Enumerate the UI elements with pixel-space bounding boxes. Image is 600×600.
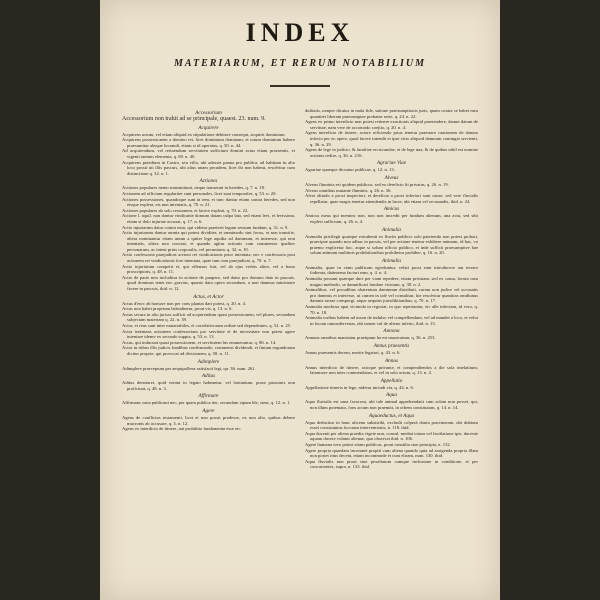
entry-heading: Aquaeductus, et Aqua xyxy=(368,412,415,419)
index-entry: Agere propria quaedam incomnet proptii cum aliena quando quia ad assigenda propria illam non portet ritus decent, etiam incommode et cum eliram, num. 130. ibid. xyxy=(305,447,478,459)
entry-heading: Amicus xyxy=(383,206,400,213)
index-entry: Alvei alitudo a proxi inspectori, et derelicta a proxi inferiori sunt cause, sed vere fluvialis repellatur, quae magis tenetur attendendis in lucre, ubi etiam vel recusandis, ibid. n. 24. xyxy=(305,193,478,204)
entry-heading: Aqua xyxy=(386,392,397,399)
entry-heading: Annus praesentis xyxy=(373,343,410,349)
index-entry: Actione l. aquil. non dantur vindicante domum datam culpa lata, sed etiam levi, et levissima, etiam si dolo injuriae accusat, q. 17. n. 6. xyxy=(122,213,295,224)
entry-heading: Actiones xyxy=(199,178,218,185)
page-header xyxy=(100,18,500,87)
index-entry: Actio injuriarum dantur omnia qui potest dividiter, et omnimodo sint focus, et non transitiv, altera nominantur etiam unum a quiter lege aquilia ad dammum, et interesse, qui non intentatis, altera non concsat, et quando agitur actionis cum commentor qualiter personarum, ac intent prius corporalis, vel pecuniaria, q. 32. n. 10. xyxy=(122,230,295,252)
index-entry: Amicus meus qui meminc non, non non incredit per fundum alienum, una actu, sed sibi expleri sufficiunt, q. 26. n. 4. xyxy=(305,213,478,224)
index-entry: Animalibus, vel pocudibus obatentum dammnun distributi, curam non judice vel accusatis pro dammis et interesse, ut cumen in tale vel consulitur, hie resolvitur quantitas omdiunus damnia tactae conspergi, atque aequitis jurisdiktionibus, q. 70. n. 17. xyxy=(305,287,478,304)
right-column xyxy=(305,108,478,588)
index-entry: Actus secura in alio jurisss sufficit ad acquirendum quasi possessionem, vel plures, secundum subjectam materiam q. 22. n. 39. xyxy=(122,311,295,323)
entry-heading: Aditus xyxy=(201,373,216,380)
index-entry: dulitatis, nonper dicatur in mala fide, satione praesumptionis juris, quam contra se habet mea quantitet liberam praesumptae probatae serie, q. 24. n. 22. xyxy=(305,108,478,119)
title-rule xyxy=(270,85,330,87)
index-entry: Actus non habet proprium latitudinem, prout vis, q. 13. n. 6. xyxy=(122,306,233,312)
index-entry: Annona omnibus mansiatur praetipum ha est maxeratum, q. 36. n. 253. xyxy=(305,335,436,341)
book-page xyxy=(100,0,500,600)
index-entry: Alveus fluminis est quidem publicus, sed eo derelicto fit privatus, q. 26. n. 19. xyxy=(305,181,449,187)
index-entry: Acquirens actum, vel etiam aliquid ex stipulatione debitore consequi, acquirit dominium. xyxy=(122,131,286,137)
entry-heading: Animalia xyxy=(381,257,402,264)
index-entry: Actionem ad officium regulariter sunt personales, licet sunt temporales, q. 53. n. 20. xyxy=(122,190,277,196)
index-entry: Agens de lege in judicio, & familiae erciscundae, et de lege nua, & de quibus nihil est nomine actionis redire, q. 36. n. 216. xyxy=(305,147,478,158)
index-entry: Actor intentans actionem confessoriam pro servitute et de necessitate non potest agere intentare idemv ex secundo suppta, q. 53. n. 13. xyxy=(122,328,295,340)
index-entry: Annus praesentis decem, merite legatari, q. 43. n. 6. xyxy=(305,350,401,355)
entry-heading: Agere xyxy=(202,407,215,414)
index-entry: Agens ex interdicto de itinere, aut prohibito fundamenta esse etc. xyxy=(122,426,242,432)
index-entry: Aqua fluvialis est sana favorosa, ubi tale animal apprehendatit cum solam non posset, qui, non illum potentato, fons actum non praemiti, in orbem constitutam, q. 14. n. 14. xyxy=(305,399,478,410)
index-entry: Agrariae quaeque dicuntur publicae, q. 12. n. 13. xyxy=(305,167,395,173)
index-subtitle: MATERIARUM, ET RERUM NOTABILIUM xyxy=(173,58,427,69)
index-entry: Actiones possessiones, quandoque sunt in rem, et tunc dantur etiam contra heredes, sed non eisque expleat, eis non intentatis, q. 70. n. 21. xyxy=(122,196,295,208)
index-columns xyxy=(122,108,478,588)
entry-heading: Affirmare xyxy=(198,393,219,400)
index-entry: Animalia toribus habent ad asson de indulso vel compellendum, vel ad mandet a loco, et velut in locum ramusdervenas, nbi tamen vul de alieno inferio, ibid. n. 13. xyxy=(305,315,478,326)
index-entry: Actus, qui inducunt quasi possessionem, et servitutem his enumerantur, q. 86. n. 14. xyxy=(122,339,277,345)
index-entry: Alveus omnibus mutante fluminis, q. 26. n. 36. xyxy=(305,187,392,193)
entry-heading: Appellatio xyxy=(380,377,403,384)
index-entry: Animalia privilegii quaeque extrahenti ex fluviis publicis solo paterendo non potest probari, praecipue quando non adhuc in pacuis, vel per actione tenetur exhibere animam, id hac, vo praemo explicetur hoc, atque si solum officio publico, et inde sufficit praesumptive hae solum animam multimis prohibitionibus prohibetur prohiber, q. 16. n. 20. xyxy=(305,233,478,256)
index-entry: Appellatione itineris in lege, nidetur inciudi via, q. 44. n. 6. xyxy=(305,384,414,390)
index-entry: Agens interdicto de itinere, actore reficiendo prius tenetur praestare cautionem de damno infecto per eo opere, quod facere intendit et ipse vitio aliquod damnum contingat servienti, q. 36. n. 29. xyxy=(305,130,478,147)
index-entry: Actus d'eorc ab homore non per cons plantat dari potest, q. 20. n. 4. xyxy=(122,300,247,306)
index-entry: Actio injuriarum datur contra eum, qui videtur praeterit legum sensum fundam, q. 31. n. 9. xyxy=(122,224,289,230)
entry-heading: Animalia xyxy=(381,226,402,233)
index-entry: Agens ex primo interdicto non potest retinere exactionis aliquid praetendere, damni datum de servitute, nam vere de accomodo coejtio, q. 20. n. 4. xyxy=(305,119,478,130)
entry-heading: Agrariae Viae xyxy=(376,160,407,167)
left-column xyxy=(122,108,295,588)
index-entry: Actio de parte non includitur in actione de paupere, sed datur pro domino dato in pascuis, quod dominus tenet nec gravius, quanto data opera secundum, a non damnus ministrare facere in pascuis, ibid. n. 12. xyxy=(122,274,295,292)
index-entry: Actor, et reus sunt inter mutariabiles, et correlativorum ordine sed dependentes, q. 52. n. 25. xyxy=(122,323,292,328)
index-entry: Aditus denotaret, quid venint in legato habeantur, vel hottantum, prout passionis non proficiunt, q. 48. n. 3. xyxy=(122,380,295,391)
index-entry: Animalia possunt quaeque duci per viam repedere, etiam privatam, sed ex causa, locuta cum magno methodo, se damnificari fundare vicinum, q. 38. n. 2. xyxy=(305,276,478,287)
index-entry: Actor in tribus illis judicis fundibus confirmando, commensi dividendi, et finium regundorum dicitur proprie, qui provocat ad divisionem, q. 58. n. 11. xyxy=(122,345,295,356)
index-entry: Accessorium non trahit ad se principale, quaest. 23. num. 9. xyxy=(122,116,266,122)
index-entry: Animalia morbosa apat vicinoda in regoriat, in quo reperiantur, etc alle infectam, id vero, q. 70. n. 18. xyxy=(305,304,478,315)
entry-heading: Annona xyxy=(383,328,400,335)
index-entry: Actiones populares ab solo cessionem, et facere expleat, q. 70. n. 22. xyxy=(122,207,249,213)
index-entry: Adimplere praeceptum per aequipollens satisfacit legi, qu. 36. num. 261. xyxy=(122,365,256,371)
index-entry: Animalia, quae in viam publicam egreduntur, velati posst eam introducere aut terrare fodienta, datinterna facturi eam, q. 4. n. 4. xyxy=(305,264,478,276)
entry-heading: Adimplere xyxy=(197,358,220,365)
entry-heading: Actus, et Actor xyxy=(193,293,224,300)
entry-heading: Annus xyxy=(385,357,398,364)
entry-heading: Acquirere xyxy=(198,124,219,131)
index-entry: Agere humana vero potest etiam publicus, prout ornatilia siue principia, n. 152. xyxy=(305,441,451,447)
index-title: INDEX xyxy=(245,18,355,47)
index-entry: Actiones populares nemo transmittunt, neque transeunt in heredes, q. 7. n. 18. xyxy=(122,185,266,191)
entry-heading: Accessorium xyxy=(195,110,222,116)
index-entry: Agens de conflictus testamenti, licet ei non possit prodesse, ex non alio, quibus debere mucronis ab accusare, q. 3. n. 12. xyxy=(122,414,295,426)
index-entry: Affirmans vana publicant nec, per quam publica iter, secundum sipum ble, sieut, q. 12. n. 1. xyxy=(122,400,291,406)
index-entry: Annus interdicto de itinere, actoque privante, et compendiendos a die sola intelatitum, latarmore non inter commendatus, et vel in solo actum, q. 13. n. 4. xyxy=(305,364,478,376)
index-entry: Aqua fluvialis non prout siue pexaltatum cumque inclusione in conditione, et per concurrentes, supra, n. 133. ibid. xyxy=(305,458,478,470)
index-entry: Aqua deducitur in hanc alicena subsistibi, excludit colperà donia practimeam, ubi dubium esset consistantus locorum interventionis, n. 118. ibid. xyxy=(305,419,478,431)
index-entry: Actio confessoria praejudicat actioni rei vindicationis prior intentata, nec e confessoria post actionem rei vindicationis fore intentata, quae tunc non praejudicat, q. 70. n. 7. xyxy=(122,252,295,264)
index-entry: Aqua ducenti per aliena praedia vigete non, consul. mediat totum vel factilatione ipis. ducente aquam ducere volnnit alienae, quo observat ibid. n. 106. xyxy=(305,430,478,442)
index-entry: Acquirens praedium in Castro, seu villa, ubi adesset panna pro publica, ad habitum in alio loco possit uti illis pascuis, ubi alius unam pecudem, licet ibi non habeat, resolvitur cum distinctione q. 32. n. 1. xyxy=(122,159,295,176)
entry-heading: Alveus xyxy=(384,174,399,181)
index-entry: Actio injuriarum competit ei, qui offensus fuit, vel ab ejus verbis aliter, vel a bono proscriptoris, q. 48. n. 11. xyxy=(122,263,295,275)
index-entry: Ad acquirendum, vel retinendum servitutem sufficiunt domini actus etiam praesentis, et vigenti tantum elementa, q. 80. n. 40. xyxy=(122,148,295,159)
index-entry: Acquirens possessionem a domino rei, licet dominium dominam, et totum dominium habere praesumitur absque lucrandi, etiam si id operatus, q. 50. n. 44. xyxy=(122,137,295,148)
